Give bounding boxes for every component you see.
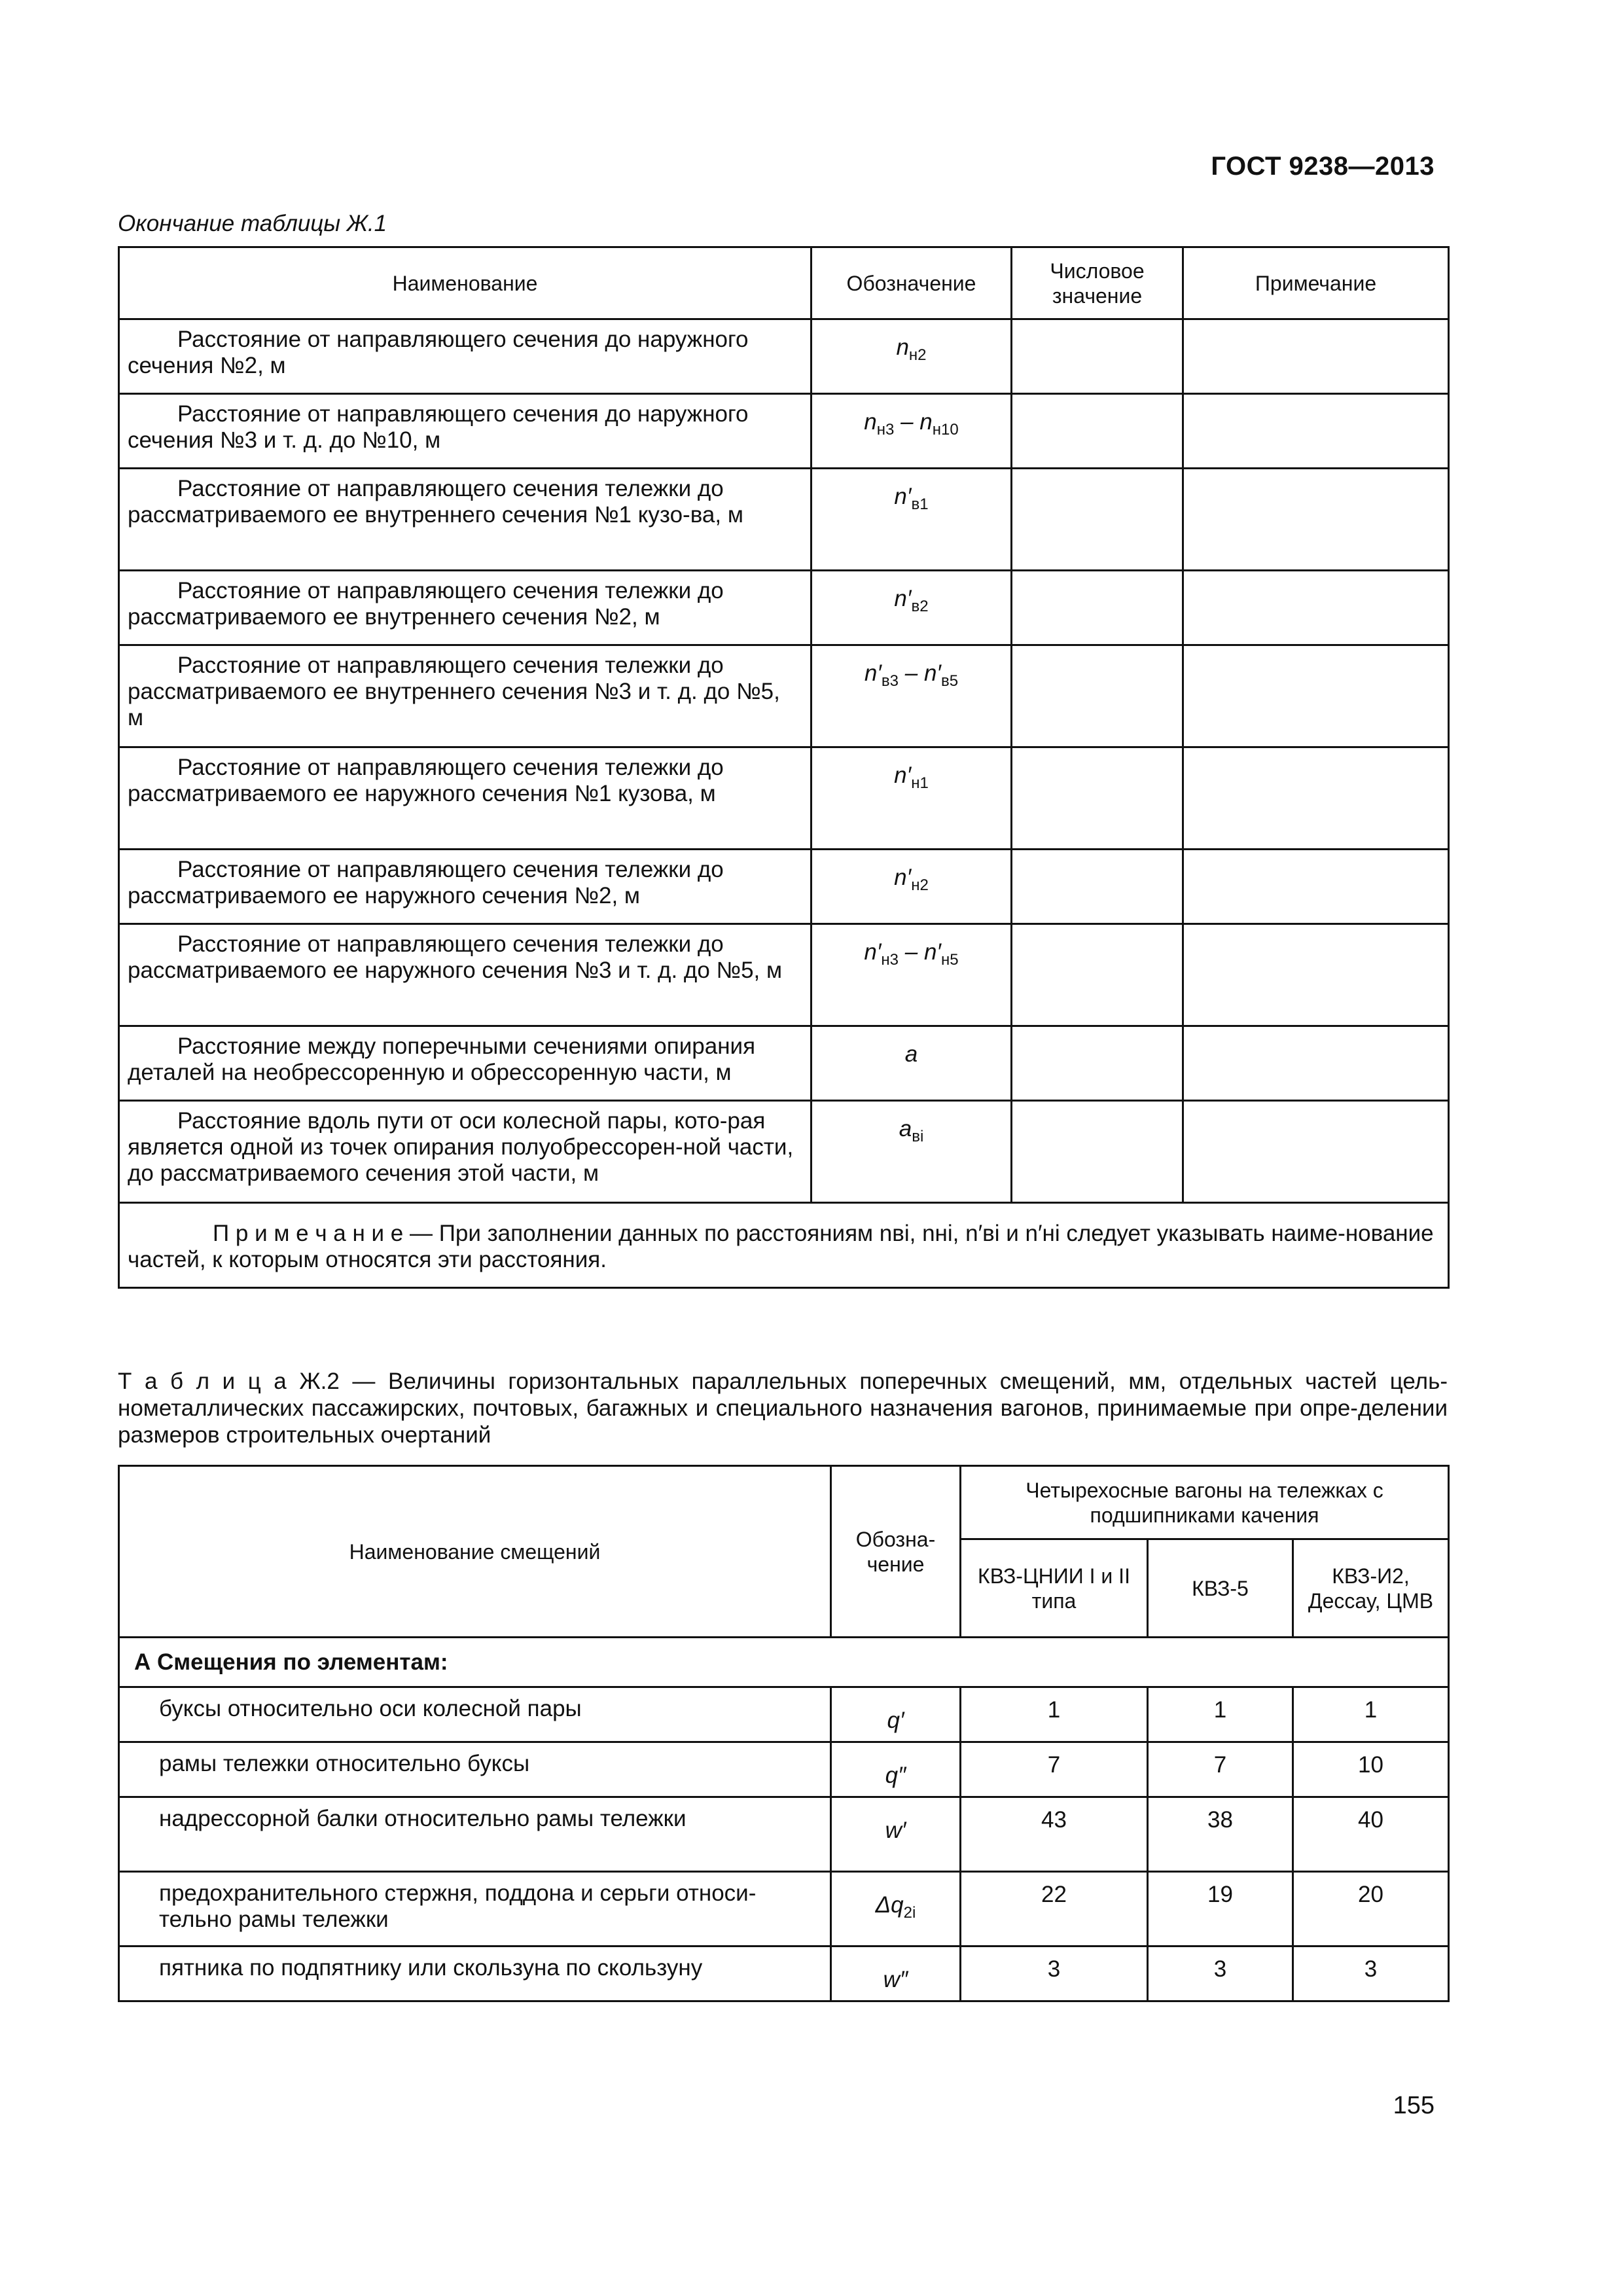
table2-row-name: пятника по подпятнику или скользуна по скользуну (119, 1946, 831, 2001)
page-number: 155 (1393, 2092, 1435, 2119)
table2-row (119, 1872, 1449, 1946)
table1 (118, 246, 1450, 1289)
table1-row (119, 394, 1449, 469)
table2-row (119, 1946, 1449, 2001)
table2-row-symbol: q′ (831, 1687, 961, 1742)
table2-row-value-v3: 20 (1293, 1872, 1449, 1946)
table2-row-value-v3: 1 (1293, 1687, 1449, 1742)
table2-row-symbol: w′ (831, 1797, 961, 1872)
table2-row-value-v1: 22 (961, 1872, 1148, 1946)
table1-row-symbol: $n'_{н3} - n'_{н5}$ (812, 924, 1012, 1026)
table1-row-name: Расстояние от направляющего сечения до наружного сечения №3 и т. д. до №10, м (119, 394, 812, 469)
table1-row (119, 924, 1449, 1026)
table2-row-name: буксы относительно оси колесной пары (119, 1687, 831, 1742)
table2-row-value-v2: 3 (1148, 1946, 1293, 2001)
table1-row-name: Расстояние от направляющего сечения тележки до рассматриваемого ее внутреннего сечения №2, м (119, 571, 812, 645)
table1-row-symbol: $n'_{в1}$ (812, 469, 1012, 571)
table2-row-symbol: q″ (831, 1742, 961, 1797)
table1-row-value (1012, 1101, 1183, 1203)
table1-row-symbol: $n'_{н1}$ (812, 747, 1012, 850)
table1-header-name: Наименование (119, 247, 812, 319)
table2-row (119, 1742, 1449, 1797)
table1-row-value (1012, 1026, 1183, 1101)
table1-row-symbol: $n_{н3} - n_{н10}$ (812, 394, 1012, 469)
table2-row-value-v3: 10 (1293, 1742, 1449, 1797)
table2-header-group: Четырехосные вагоны на тележках с подшипниками качения (961, 1466, 1449, 1539)
table1-row-value (1012, 924, 1183, 1026)
table1-row (119, 571, 1449, 645)
table1-row-symbol: $n'_{в3} - n'_{в5}$ (812, 645, 1012, 747)
table1-row-value (1012, 747, 1183, 850)
table2-header-kvz-i2: КВЗ-И2, Дессау, ЦМВ (1293, 1539, 1449, 1638)
table1-row-name: Расстояние между поперечными сечениями опирания деталей на необрессоренную и обрессоренную части, м (119, 1026, 812, 1101)
table2-header-kvz5: КВЗ-5 (1148, 1539, 1293, 1638)
table1-row-value (1012, 645, 1183, 747)
table1-header-note: Примечание (1183, 247, 1449, 319)
table1-row-name: Расстояние от направляющего сечения тележки до рассматриваемого ее наружного сечения №2, м (119, 850, 812, 924)
table1-row-value (1012, 319, 1183, 394)
table1-row-symbol: $n'_{в2}$ (812, 571, 1012, 645)
table1-row-remark (1183, 645, 1449, 747)
table1-row-name: Расстояние вдоль пути от оси колесной пары, кото-рая является одной из точек опирания полуобрессорен-ной части, до рассматриваемого сечения этой части, м (119, 1101, 812, 1203)
table1-row-symbol: $a_{вi}$ (812, 1101, 1012, 1203)
table1-row-name: Расстояние от направляющего сечения тележки до рассматриваемого ее внутреннего сечения №1 кузо-ва, м (119, 469, 812, 571)
table1-row-value (1012, 469, 1183, 571)
table1-row-name: Расстояние от направляющего сечения тележки до рассматриваемого ее внутреннего сечения №3 и т. д. до №5, м (119, 645, 812, 747)
table1-row (119, 1026, 1449, 1101)
document-code: ГОСТ 9238—2013 (1211, 152, 1435, 181)
table1-row-remark (1183, 469, 1449, 571)
table1-note: П р и м е ч а н и е — При заполнении данных по расстояниям nвi, nнi, n′вi и n′нi следует указывать наиме-нование частей, к которым относятся эти расстояния. (119, 1203, 1449, 1288)
table1-row-name: Расстояние от направляющего сечения до наружного сечения №2, м (119, 319, 812, 394)
table2-section-title: А Смещения по элементам: (119, 1638, 1449, 1687)
table1-row-symbol: a (812, 1026, 1012, 1101)
table2-row-value-v2: 19 (1148, 1872, 1293, 1946)
table1-row (119, 747, 1449, 850)
table1-row-remark (1183, 319, 1449, 394)
table1-row-name: Расстояние от направляющего сечения тележки до рассматриваемого ее наружного сечения №1 кузова, м (119, 747, 812, 850)
table1-row-remark (1183, 850, 1449, 924)
table2-row-value-v2: 38 (1148, 1797, 1293, 1872)
table2-row-symbol: $\Delta q_{2i}$ (831, 1872, 961, 1946)
table1-row (119, 850, 1449, 924)
table2-row-symbol: w″ (831, 1946, 961, 2001)
table2-row-value-v1: 3 (961, 1946, 1148, 2001)
table2-row-name: рамы тележки относительно буксы (119, 1742, 831, 1797)
table1-row-remark (1183, 924, 1449, 1026)
table1-row (119, 469, 1449, 571)
table2-row-value-v2: 1 (1148, 1687, 1293, 1742)
table1-row-value (1012, 850, 1183, 924)
table2-row (119, 1797, 1449, 1872)
table2-row-value-v3: 40 (1293, 1797, 1449, 1872)
table1-row-remark (1183, 571, 1449, 645)
table1-row (119, 645, 1449, 747)
table2-row-name: предохранительного стержня, поддона и серьги относи-тельно рамы тележки (119, 1872, 831, 1946)
table1-row-symbol: $n'_{н2}$ (812, 850, 1012, 924)
table2-header-name: Наименование смещений (119, 1466, 831, 1638)
table2-row-value-v1: 1 (961, 1687, 1148, 1742)
table2-row-value-v1: 7 (961, 1742, 1148, 1797)
table1-header-value: Числовое значение (1012, 247, 1183, 319)
table2-header-kvz-cnii: КВЗ-ЦНИИ I и II типа (961, 1539, 1148, 1638)
table2-row-value-v3: 3 (1293, 1946, 1449, 2001)
table1-row-symbol: $n_{н2}$ (812, 319, 1012, 394)
table1-row (119, 1101, 1449, 1203)
table1-row (119, 319, 1449, 394)
table1-row-remark (1183, 1101, 1449, 1203)
table2-row (119, 1687, 1449, 1742)
table2-caption: Т а б л и ц а Ж.2 — Величины горизонтальных параллельных поперечных смещений, мм, отдельных частей цель-нометаллических пассажирских, почтовых, багажных и специального назначения вагонов, принимаемые при опре-делении размеров строительных очертаний (118, 1369, 1448, 1448)
table1-row-remark (1183, 747, 1449, 850)
table1-row-name: Расстояние от направляющего сечения тележки до рассматриваемого ее наружного сечения №3 и т. д. до №5, м (119, 924, 812, 1026)
table1-header-symbol: Обозначение (812, 247, 1012, 319)
table1-row-remark (1183, 1026, 1449, 1101)
table2 (118, 1465, 1450, 2002)
table2-row-value-v2: 7 (1148, 1742, 1293, 1797)
table1-row-remark (1183, 394, 1449, 469)
table1-caption: Окончание таблицы Ж.1 (118, 211, 387, 236)
table2-header-symbol: Обозна-чение (831, 1466, 961, 1638)
table1-row-value (1012, 571, 1183, 645)
table1-row-value (1012, 394, 1183, 469)
table2-row-value-v1: 43 (961, 1797, 1148, 1872)
table2-row-name: надрессорной балки относительно рамы тележки (119, 1797, 831, 1872)
